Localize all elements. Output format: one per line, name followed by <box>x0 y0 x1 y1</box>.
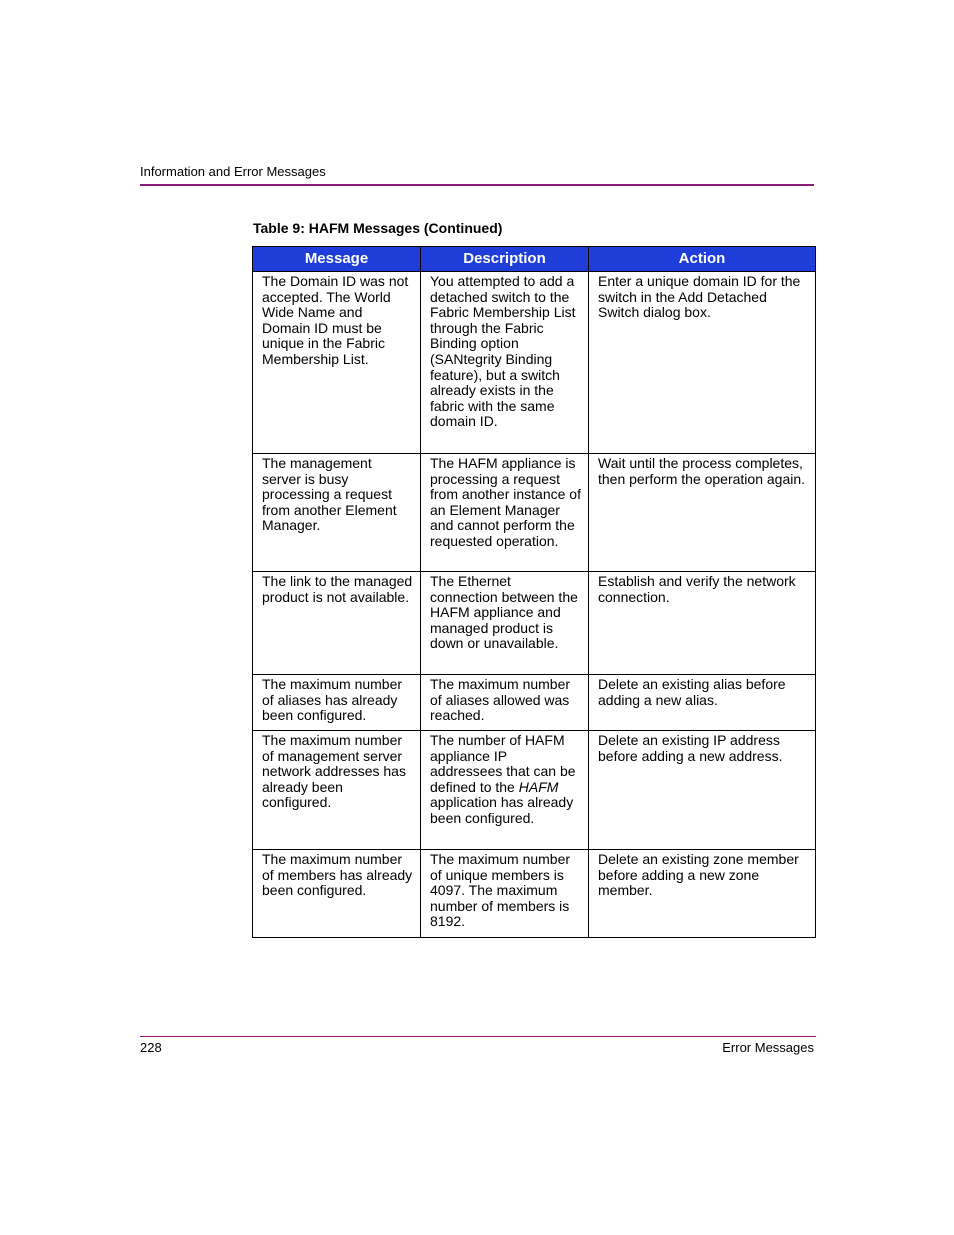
message-cell: The management server is busy processing a request from another Element Manager. <box>253 454 421 572</box>
description-cell: The HAFM appliance is processing a request from another instance of an Element Manager and cannot perform the requested operation. <box>421 454 589 572</box>
action-cell: Delete an existing zone member before adding a new zone member. <box>589 850 816 938</box>
action-cell: Enter a unique domain ID for the switch in the Add Detached Switch dialog box. <box>589 272 816 454</box>
table-row <box>253 454 816 572</box>
action-cell: Delete an existing IP address before adding a new address. <box>589 731 816 850</box>
table-row <box>253 572 816 675</box>
page-number: 228 <box>140 1040 162 1055</box>
table-row <box>253 675 816 731</box>
message-cell: The Domain ID was not accepted. The World Wide Name and Domain ID must be unique in the Fabric Membership List. <box>253 272 421 454</box>
header-rule <box>140 184 814 186</box>
description-cell: The Ethernet connection between the HAFM appliance and managed product is down or unavailable. <box>421 572 589 675</box>
message-cell: The maximum number of management server network addresses has already been configured. <box>253 731 421 850</box>
action-cell: Establish and verify the network connection. <box>589 572 816 675</box>
description-cell: You attempted to add a detached switch to the Fabric Membership List through the Fabric Binding option (SANtegrity Binding feature), but a switch already exists in the fabric with the same domain ID. <box>421 272 589 454</box>
column-header-message: Message <box>253 247 421 272</box>
running-header: Information and Error Messages <box>140 164 326 179</box>
hafm-messages-table <box>252 246 816 938</box>
table-header-row <box>253 247 816 272</box>
message-cell: The maximum number of aliases has already been configured. <box>253 675 421 731</box>
message-cell: The link to the managed product is not available. <box>253 572 421 675</box>
action-cell: Delete an existing alias before adding a new alias. <box>589 675 816 731</box>
action-cell: Wait until the process completes, then perform the operation again. <box>589 454 816 572</box>
description-cell: The maximum number of aliases allowed was reached. <box>421 675 589 731</box>
product-name-emphasis: HAFM <box>518 778 559 795</box>
description-cell: The maximum number of unique members is 4097. The maximum number of members is 8192. <box>421 850 589 938</box>
footer-section-title: Error Messages <box>722 1040 814 1055</box>
table-row <box>253 272 816 454</box>
table-row <box>253 850 816 938</box>
table-row <box>253 731 816 850</box>
footer-rule <box>140 1036 816 1037</box>
message-cell: The maximum number of members has already been configured. <box>253 850 421 938</box>
column-header-description: Description <box>421 247 589 272</box>
table-caption: Table 9: HAFM Messages (Continued) <box>253 220 503 236</box>
column-header-action: Action <box>589 247 816 272</box>
description-cell: The number of HAFM appliance IP addressees that can be defined to the HAFM application has already been configured. <box>421 731 589 850</box>
